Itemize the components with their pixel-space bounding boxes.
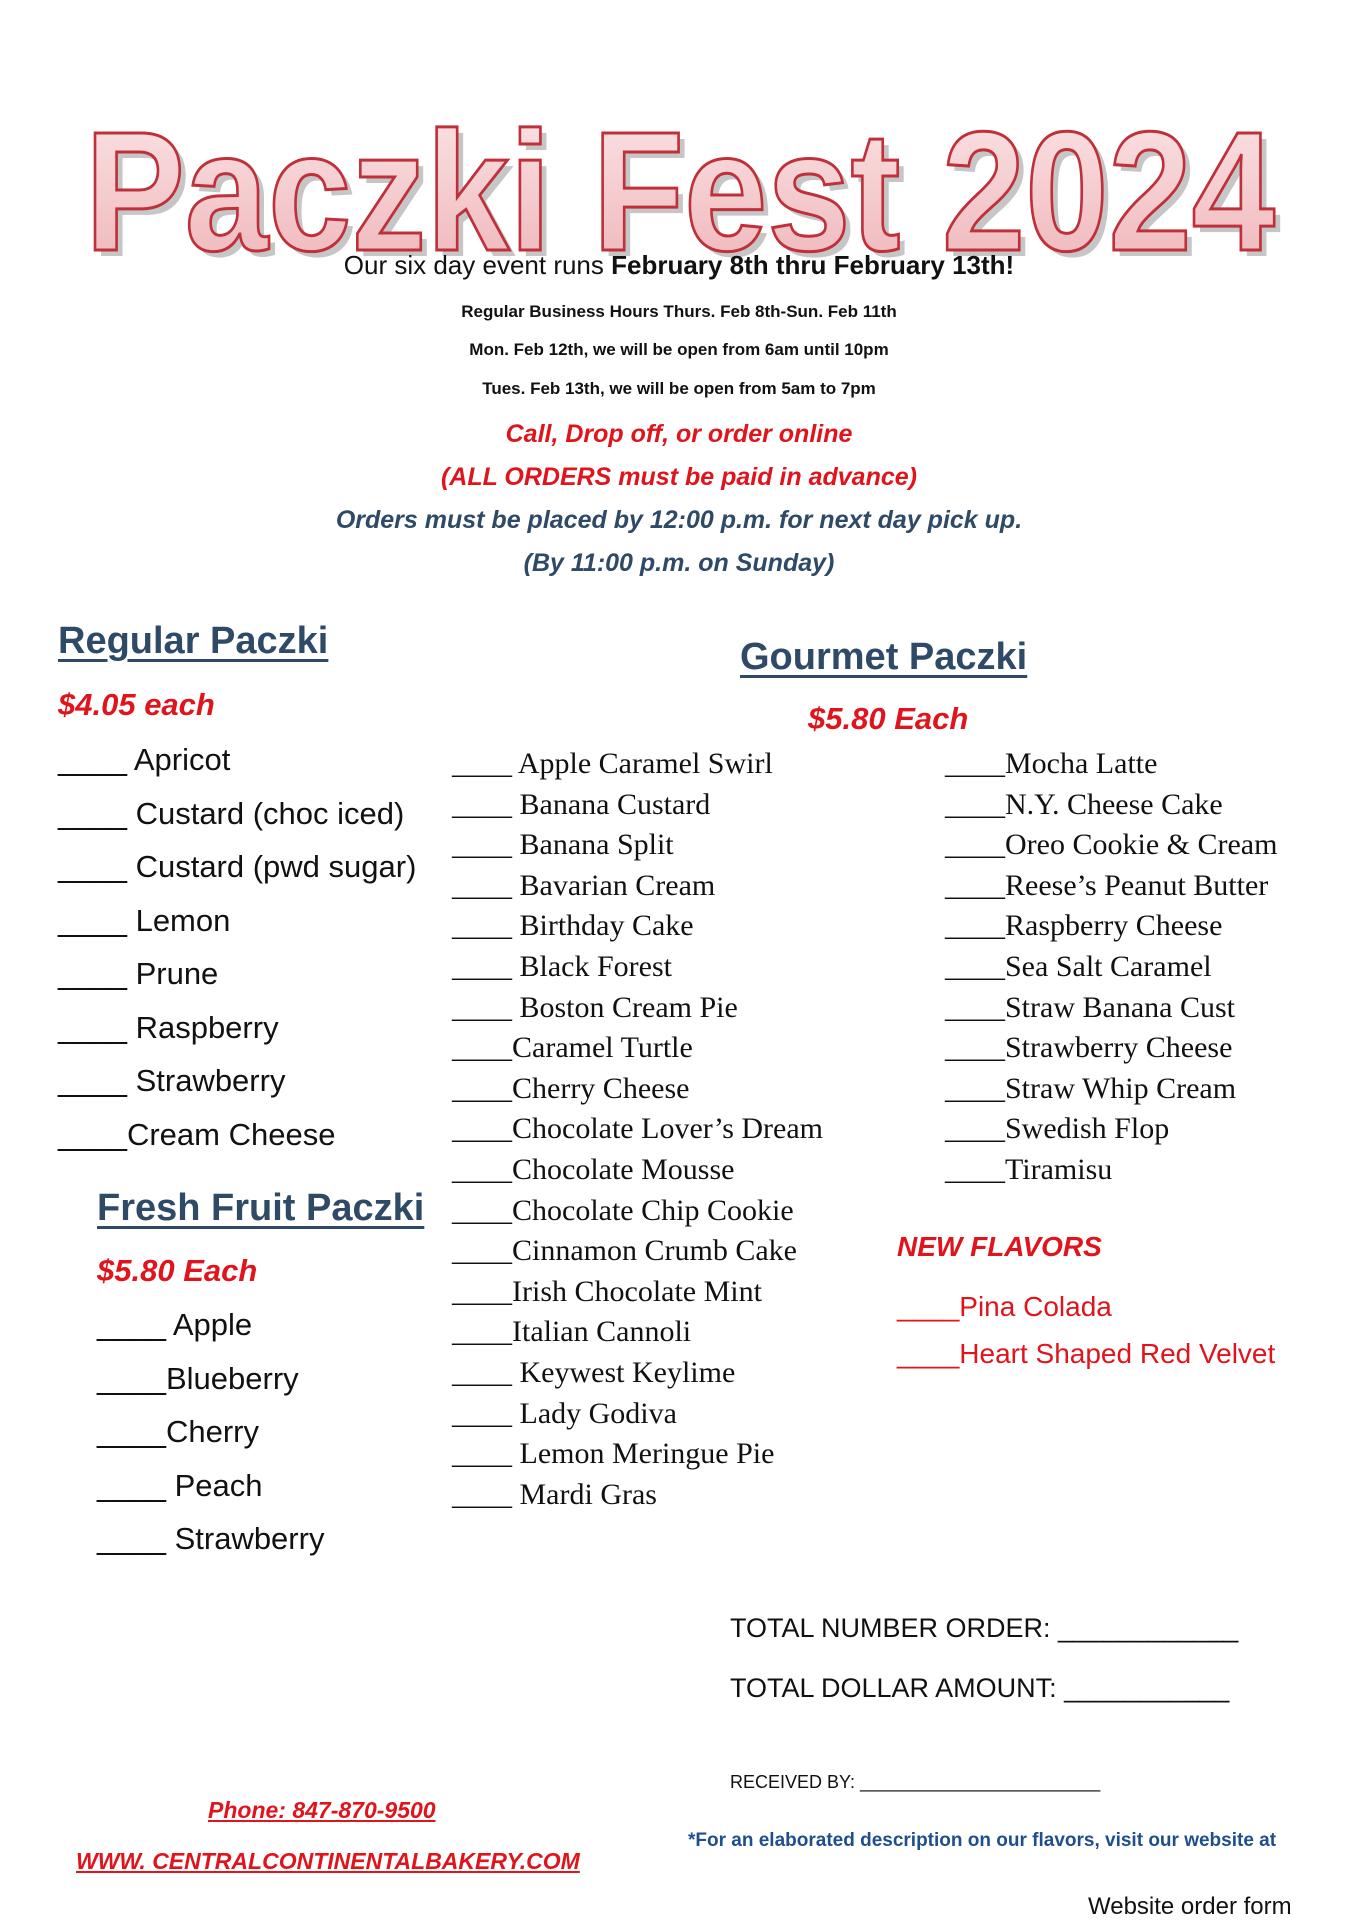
- new-flavors-heading: NEW FLAVORS: [897, 1231, 1102, 1262]
- list-item: ____ Banana Split: [452, 828, 674, 862]
- page-title-shadow: Paczki Fest 2024: [91, 103, 1281, 280]
- list-item: ____ Birthday Cake: [452, 909, 694, 943]
- list-item: ____ Apple Caramel Swirl: [452, 747, 773, 780]
- list-item: ____ Strawberry: [58, 1063, 286, 1098]
- list-item: ____ Lemon: [58, 902, 231, 938]
- order-method: Call, Drop off, or order online: [505, 420, 853, 448]
- list-item: ____Chocolate Mousse: [452, 1152, 735, 1186]
- list-item: ____Cream Cheese: [58, 1116, 336, 1152]
- list-item: ____Straw Whip Cream: [945, 1071, 1237, 1105]
- list-item: ____Cherry Cheese: [452, 1071, 690, 1105]
- list-item: ____Chocolate Lover’s Dream: [452, 1112, 824, 1146]
- list-item: ____N.Y. Cheese Cake: [945, 787, 1223, 821]
- list-item: ____ Mardi Gras: [452, 1477, 657, 1511]
- list-item: ____ Strawberry: [97, 1521, 325, 1556]
- page-title: Paczki Fest 2024: [85, 97, 1275, 280]
- list-item: ____Swedish Flop: [945, 1112, 1170, 1146]
- regular-price: $4.05 each: [58, 687, 215, 722]
- list-item: ____ Bavarian Cream: [452, 868, 716, 902]
- list-item: ____ Boston Cream Pie: [452, 990, 738, 1024]
- list-item: ____ Banana Custard: [452, 787, 711, 821]
- list-item: ____Mocha Latte: [945, 747, 1158, 780]
- list-item: ____Italian Cannoli: [452, 1315, 692, 1349]
- total-dollar-amount: TOTAL DOLLAR AMOUNT: ___________: [730, 1673, 1230, 1703]
- list-item: ____Tiramisu: [945, 1152, 1113, 1186]
- hours-line-2: Mon. Feb 12th, we will be open from 6am until 10pm: [469, 340, 889, 359]
- list-item: ____ Raspberry: [58, 1009, 279, 1045]
- list-item: ____Raspberry Cheese: [945, 909, 1223, 943]
- gourmet-list-a: [452, 744, 823, 1515]
- list-item: ____ Custard (choc iced): [58, 795, 405, 831]
- list-item: ____ Lady Godiva: [452, 1396, 677, 1430]
- list-item: ____ Apple: [97, 1307, 253, 1342]
- gourmet-heading: Gourmet Paczki: [740, 636, 1028, 678]
- list-item: ____Strawberry Cheese: [945, 1031, 1233, 1065]
- list-item: ____Cherry: [97, 1414, 259, 1449]
- fresh-fruit-heading: Fresh Fruit Paczki: [97, 1187, 425, 1229]
- intro-prefix: Our six day event runs: [343, 250, 612, 280]
- regular-list: [58, 733, 416, 1161]
- list-item: ____ Apricot: [58, 742, 231, 777]
- total-number-order: TOTAL NUMBER ORDER: ____________: [730, 1613, 1239, 1643]
- list-item: ____Oreo Cookie & Cream: [945, 828, 1278, 862]
- list-item: ____ Keywest Keylime: [452, 1355, 736, 1389]
- fresh-fruit-list: [97, 1298, 324, 1566]
- title-wordart: [60, 70, 1300, 280]
- list-item: ____ Custard (pwd sugar): [58, 849, 417, 884]
- new-flavors-list: [897, 1283, 1275, 1377]
- list-item: ____Caramel Turtle: [452, 1031, 693, 1065]
- prepay-notice: (ALL ORDERS must be paid in advance): [440, 463, 917, 491]
- sunday-deadline: (By 11:00 p.m. on Sunday): [523, 549, 835, 577]
- hours-line-1: Regular Business Hours Thurs. Feb 8th-Sun. Feb 11th: [461, 302, 897, 321]
- intro-dates: February 8th thru February 13th!: [611, 250, 1015, 280]
- list-item: ____Sea Salt Caramel: [945, 949, 1212, 983]
- list-item: ____Blueberry: [97, 1360, 299, 1396]
- received-by: RECEIVED BY: ________________________: [730, 1772, 1101, 1792]
- website-link[interactable]: WWW. CENTRALCONTINENTALBAKERY.COM: [76, 1848, 580, 1874]
- list-item: ____Irish Chocolate Mint: [452, 1274, 762, 1308]
- list-item: ____Cinnamon Crumb Cake: [452, 1234, 797, 1268]
- regular-heading: Regular Paczki: [58, 620, 329, 662]
- list-item: ____ Peach: [97, 1467, 263, 1503]
- flavor-description-note: *For an elaborated description on our flavors, visit our website at: [688, 1830, 1277, 1851]
- website-order-form: Website order form: [1088, 1893, 1292, 1920]
- list-item: ____Heart Shaped Red Velvet: [897, 1338, 1276, 1369]
- gourmet-price: $5.80 Each: [808, 701, 969, 736]
- hours-line-3: Tues. Feb 13th, we will be open from 5am to 7pm: [482, 379, 876, 398]
- order-deadline: Orders must be placed by 12:00 p.m. for next day pick up.: [335, 506, 1023, 534]
- list-item: ____ Black Forest: [452, 949, 672, 983]
- list-item: ____Straw Banana Cust: [945, 990, 1235, 1024]
- list-item: ____Chocolate Chip Cookie: [452, 1193, 794, 1227]
- list-item: ____ Lemon Meringue Pie: [452, 1437, 775, 1471]
- list-item: ____Reese’s Peanut Butter: [945, 868, 1269, 902]
- phone-number: Phone: 847-870-9500: [208, 1797, 436, 1823]
- fresh-fruit-price: $5.80 Each: [97, 1253, 258, 1288]
- gourmet-list-b: [945, 744, 1277, 1191]
- list-item: ____Pina Colada: [897, 1291, 1112, 1322]
- event-intro: [0, 250, 1358, 281]
- list-item: ____ Prune: [58, 956, 219, 991]
